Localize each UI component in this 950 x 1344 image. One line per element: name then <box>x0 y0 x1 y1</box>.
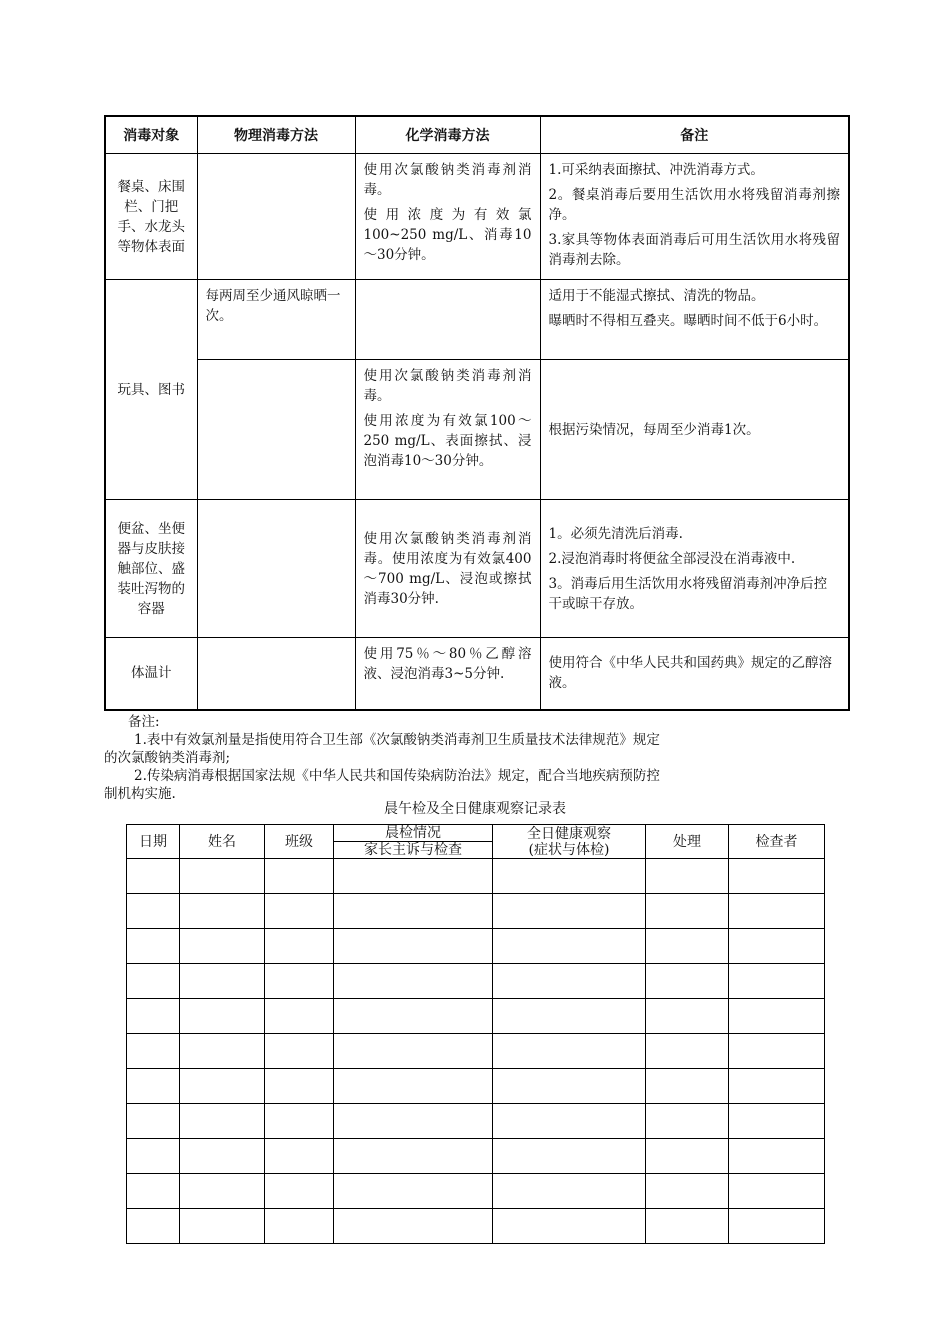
record-cell <box>265 1174 334 1209</box>
chemical-text: 使用浓度为有效氯100~250 mg/L、消毒10～30分钟。 <box>363 207 532 263</box>
record-cell <box>265 1104 334 1139</box>
record-cell <box>180 999 265 1034</box>
record-table-body <box>127 859 825 1244</box>
table-row <box>127 1209 825 1244</box>
record-cell <box>646 859 729 894</box>
chemical-text: 使用浓度为有效氯100～250 mg/L、表面擦拭、浸泡消毒10～30分钟。 <box>363 413 532 469</box>
record-cell <box>729 929 825 964</box>
note-line: 2.传染病消毒根据国家法规《中华人民共和国传染病防治法》规定，配合当地疾病预防控 <box>134 768 660 784</box>
disinfection-table <box>104 115 850 711</box>
physical-cell <box>197 638 355 710</box>
record-cell <box>127 1209 180 1244</box>
record-cell <box>729 1209 825 1244</box>
table-row <box>105 500 849 638</box>
record-table-header <box>127 825 825 859</box>
note-line: 的次氯酸钠类消毒剂; <box>104 750 231 766</box>
record-cell <box>729 1034 825 1069</box>
record-cell <box>334 1034 493 1069</box>
record-cell <box>646 1174 729 1209</box>
record-cell <box>127 1034 180 1069</box>
record-cell <box>127 859 180 894</box>
record-cell <box>646 1069 729 1104</box>
record-cell <box>127 964 180 999</box>
record-cell <box>334 894 493 929</box>
record-cell <box>127 929 180 964</box>
record-cell <box>265 894 334 929</box>
disinfection-table-header <box>105 116 849 154</box>
record-cell <box>127 1104 180 1139</box>
header-object: 消毒对象 <box>105 116 197 154</box>
notes-cell <box>540 638 849 710</box>
record-cell <box>265 1139 334 1174</box>
table-row <box>127 999 825 1034</box>
record-cell <box>265 1034 334 1069</box>
table-row <box>127 964 825 999</box>
record-cell <box>180 1069 265 1104</box>
notes-section <box>104 713 828 803</box>
record-cell <box>334 1139 493 1174</box>
record-cell <box>493 859 646 894</box>
record-table-title: 晨午检及全日健康观察记录表 <box>384 801 566 817</box>
physical-cell: 每两周至少通风晾晒一次。 <box>197 280 355 360</box>
record-cell <box>493 1104 646 1139</box>
record-cell <box>334 1174 493 1209</box>
object-cell: 餐桌、床围栏、门把手、水龙头等物体表面 <box>105 154 197 280</box>
record-cell <box>334 1069 493 1104</box>
chemical-text: 使用次氯酸钠类消毒剂消毒。 <box>363 162 532 198</box>
note-text: 曝晒时不得相互叠夹。曝晒时间不低于6小时。 <box>548 313 828 329</box>
record-cell <box>127 999 180 1034</box>
table-row <box>127 1104 825 1139</box>
table-row <box>127 859 825 894</box>
record-cell <box>334 964 493 999</box>
record-cell <box>265 1209 334 1244</box>
note-text: 适用于不能湿式擦拭、清洗的物品。 <box>548 288 765 304</box>
header-handling: 处理 <box>646 825 729 859</box>
record-cell <box>334 1209 493 1244</box>
notes-cell <box>540 154 849 280</box>
header-inspector: 检查者 <box>729 825 825 859</box>
notes-cell <box>540 280 849 360</box>
record-cell <box>646 999 729 1034</box>
chemical-cell <box>355 500 540 638</box>
record-cell <box>265 929 334 964</box>
record-cell <box>334 929 493 964</box>
record-cell <box>493 1174 646 1209</box>
note-text: 根据污染情况，每周至少消毒1次。 <box>548 421 760 438</box>
physical-cell <box>197 154 355 280</box>
header-morning-check <box>334 825 493 859</box>
table-row <box>127 1069 825 1104</box>
record-cell <box>265 964 334 999</box>
header-chemical: 化学消毒方法 <box>355 116 540 154</box>
record-cell <box>180 1174 265 1209</box>
record-cell <box>729 894 825 929</box>
physical-cell <box>197 360 355 500</box>
record-cell <box>729 964 825 999</box>
note-text: 3。消毒后用生活饮用水将残留消毒剂冲净后控干或晾干存放。 <box>548 575 828 612</box>
header-name: 姓名 <box>180 825 265 859</box>
note-text: 3.家具等物体表面消毒后可用生活饮用水将残留消毒剂去除。 <box>548 232 840 268</box>
table-row <box>127 1034 825 1069</box>
record-cell <box>493 1069 646 1104</box>
header-notes: 备注 <box>540 116 849 154</box>
record-cell <box>127 1174 180 1209</box>
note-line: 1.表中有效氯剂量是指使用符合卫生部《次氯酸钠类消毒剂卫生质量技术法律规范》规定 <box>134 732 660 748</box>
object-cell: 体温计 <box>105 638 197 710</box>
record-cell <box>646 1104 729 1139</box>
record-cell <box>180 1209 265 1244</box>
record-cell <box>729 859 825 894</box>
record-cell <box>265 1069 334 1104</box>
object-cell: 玩具、图书 <box>105 280 197 500</box>
record-cell <box>729 999 825 1034</box>
record-cell <box>334 859 493 894</box>
table-row <box>127 1174 825 1209</box>
header-allday-observation <box>493 825 646 859</box>
record-cell <box>334 1104 493 1139</box>
record-cell <box>180 964 265 999</box>
record-cell <box>493 929 646 964</box>
object-cell: 便盆、坐便器与皮肤接触部位、盛装吐泻物的容器 <box>105 500 197 638</box>
table-row <box>127 1139 825 1174</box>
record-cell <box>265 859 334 894</box>
chemical-cell <box>355 360 540 500</box>
record-cell <box>180 859 265 894</box>
header-morning-check-top: 晨检情况 <box>334 825 492 842</box>
table-row <box>105 360 849 500</box>
header-class: 班级 <box>265 825 334 859</box>
chemical-text: 使用75％～80％乙醇溶液、浸泡消毒3~5分钟. <box>363 646 532 682</box>
record-cell <box>729 1139 825 1174</box>
record-cell <box>180 1034 265 1069</box>
record-cell <box>127 894 180 929</box>
note-line: 制机构实施. <box>104 786 176 802</box>
notes-label: 备注: <box>128 714 160 730</box>
chemical-cell <box>355 638 540 710</box>
chemical-text: 使用次氯酸钠类消毒剂消毒。使用浓度为有效氯400～700 mg/L、浸泡或擦拭消毒30分钟. <box>363 530 532 607</box>
record-cell <box>729 1174 825 1209</box>
physical-cell <box>197 500 355 638</box>
record-cell <box>646 1209 729 1244</box>
record-cell <box>646 1034 729 1069</box>
table-row <box>127 894 825 929</box>
record-cell <box>493 1034 646 1069</box>
record-cell <box>180 929 265 964</box>
record-cell <box>646 964 729 999</box>
record-cell <box>646 929 729 964</box>
table-row <box>105 280 849 360</box>
header-date: 日期 <box>127 825 180 859</box>
note-text: 1。必须先清洗后消毒. <box>548 525 683 542</box>
record-cell <box>180 1139 265 1174</box>
note-text: 1.可采纳表面擦拭、冲洗消毒方式。 <box>548 162 764 178</box>
header-allday-top: 全日健康观察 <box>527 825 611 842</box>
record-cell <box>493 964 646 999</box>
record-cell <box>334 999 493 1034</box>
table-row <box>127 929 825 964</box>
record-cell <box>180 1104 265 1139</box>
notes-cell <box>540 360 849 500</box>
record-cell <box>493 1209 646 1244</box>
record-cell <box>493 999 646 1034</box>
header-allday-bottom: (症状与体检) <box>528 841 610 858</box>
chemical-text: 使用次氯酸钠类消毒剂消毒。 <box>363 368 532 404</box>
record-cell <box>729 1104 825 1139</box>
header-physical: 物理消毒方法 <box>197 116 355 154</box>
record-cell <box>729 1069 825 1104</box>
record-cell <box>646 1139 729 1174</box>
record-cell <box>646 894 729 929</box>
record-cell <box>180 894 265 929</box>
notes-cell <box>540 500 849 638</box>
note-text: 2。餐桌消毒后要用生活饮用水将残留消毒剂擦净。 <box>548 187 840 223</box>
table-row <box>105 154 849 280</box>
table-row <box>105 638 849 710</box>
record-cell <box>265 999 334 1034</box>
chemical-cell <box>355 280 540 360</box>
chemical-cell <box>355 154 540 280</box>
record-cell <box>493 894 646 929</box>
record-cell <box>127 1139 180 1174</box>
header-morning-check-bottom: 家长主诉与检查 <box>364 842 462 858</box>
note-text: 使用符合《中华人民共和国药典》规定的乙醇溶液。 <box>548 655 832 692</box>
note-text: 2.浸泡消毒时将便盆全部浸没在消毒液中. <box>548 550 796 567</box>
record-cell <box>127 1069 180 1104</box>
health-record-table <box>126 824 825 1244</box>
record-cell <box>493 1139 646 1174</box>
